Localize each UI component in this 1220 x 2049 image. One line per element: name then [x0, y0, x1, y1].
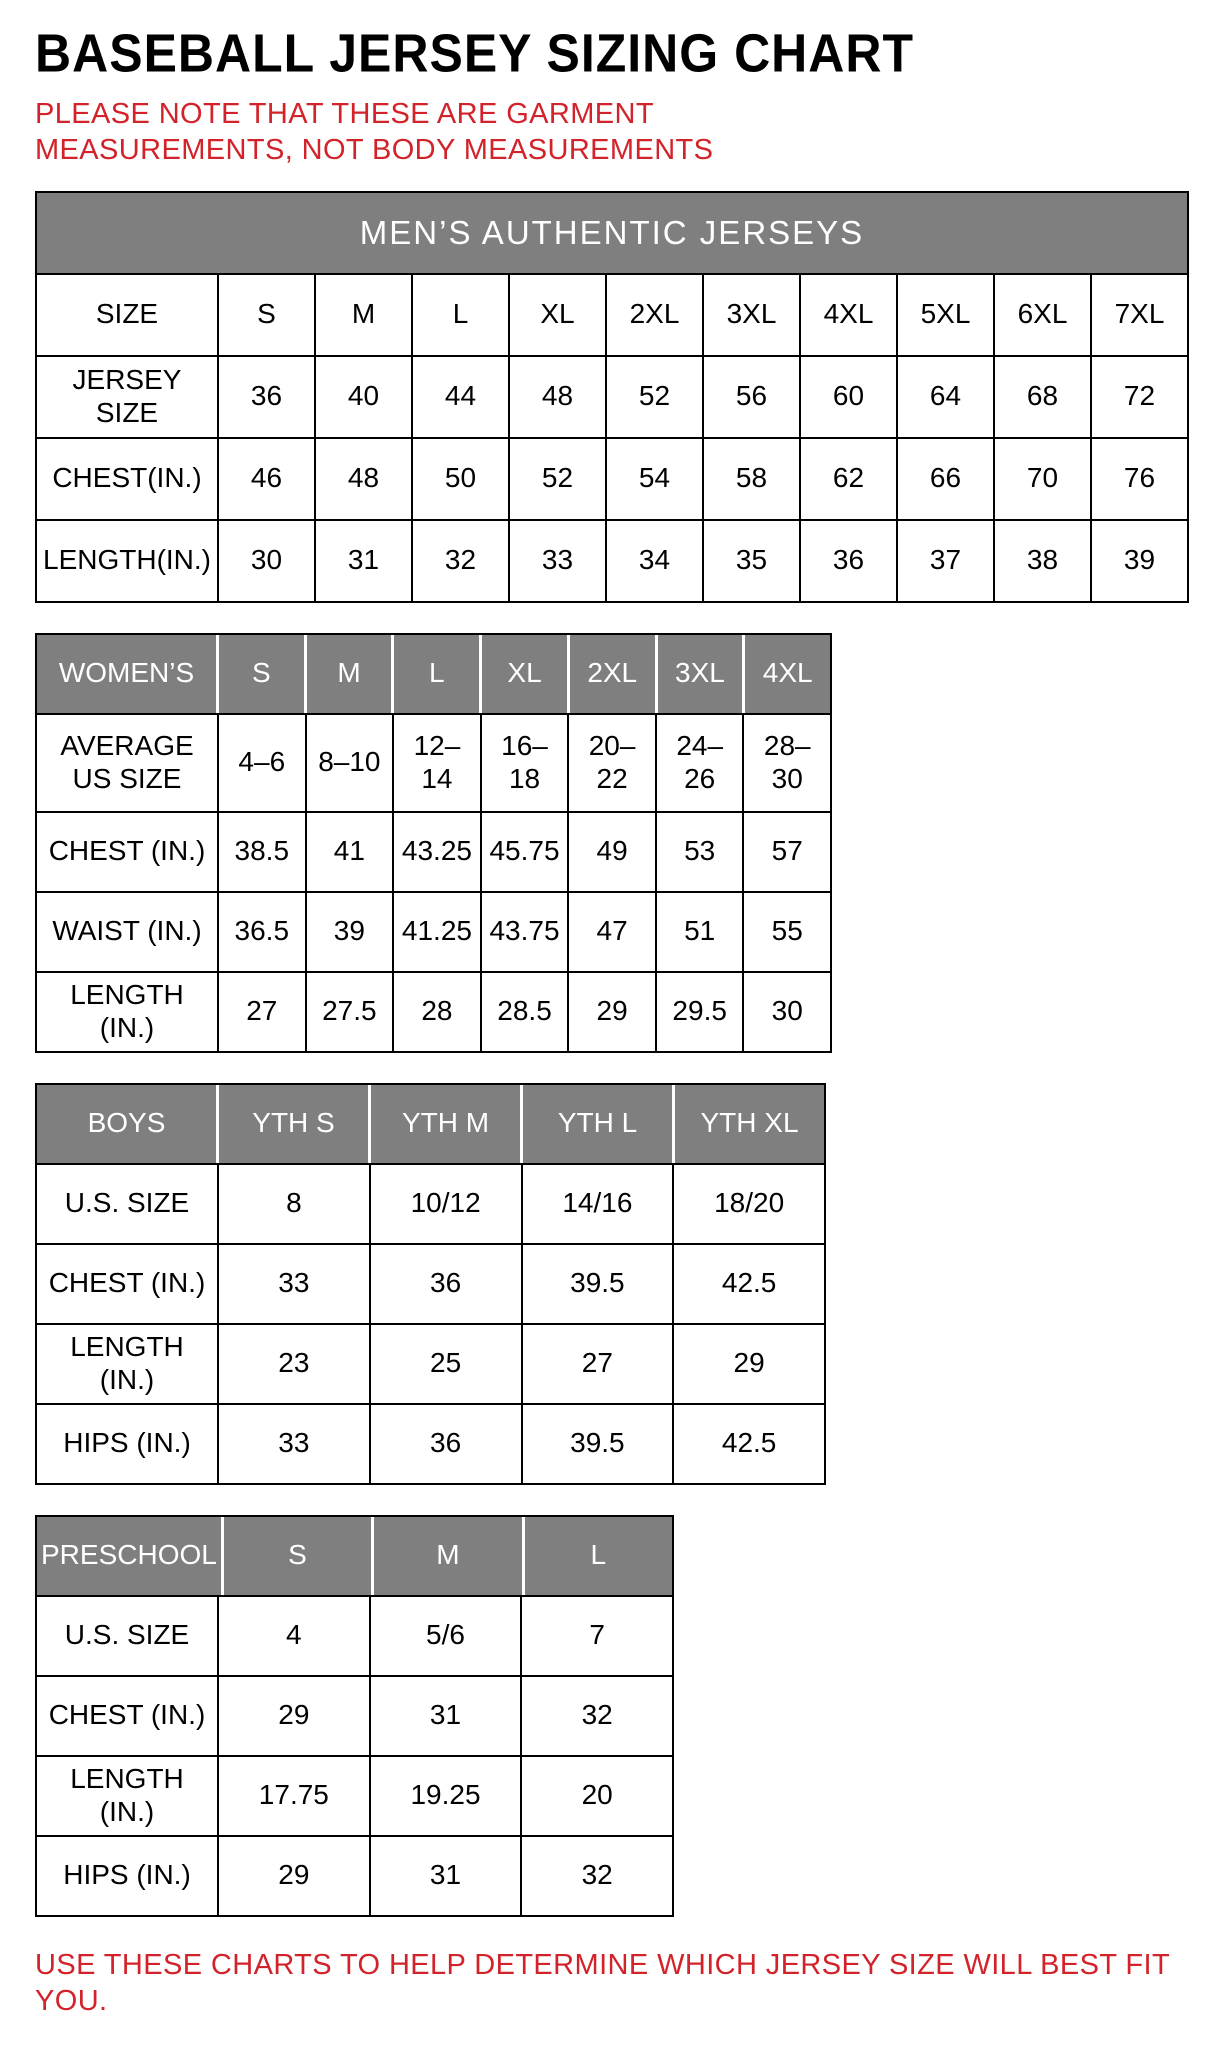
value-cell: M — [316, 275, 413, 355]
value-cell: 53 — [657, 813, 745, 891]
row-label-cell: LENGTH (IN.) — [37, 1325, 219, 1403]
value-cell: 36.5 — [219, 893, 307, 971]
value-cell: 31 — [371, 1837, 523, 1915]
value-cell: 30 — [219, 521, 316, 601]
value-cell: 18/20 — [714, 1187, 785, 1219]
value-cell: 42.5 — [721, 1427, 777, 1459]
value-cell: 34 — [607, 521, 704, 601]
column-header-cell: 4XL — [762, 657, 813, 689]
value-cell: XL — [510, 275, 607, 355]
column-header-cell: 2XL — [570, 635, 658, 713]
value-cell: 48 — [510, 357, 607, 437]
value-cell: 39 — [307, 893, 395, 971]
value-cell: 58 — [704, 439, 801, 519]
value-cell: 36 — [219, 357, 316, 437]
table-row — [37, 357, 1187, 439]
value-cell: 28–30 — [763, 730, 811, 794]
value-cell: 32 — [581, 1699, 613, 1731]
value-cell: 43.25 — [394, 813, 482, 891]
column-header-cell: XL — [482, 635, 570, 713]
row-label-cell: HIPS (IN.) — [37, 1405, 219, 1483]
mens-sizing-table — [35, 191, 1189, 603]
value-cell: 38.5 — [219, 813, 307, 891]
value-cell: 27 — [219, 973, 307, 1051]
table-row — [37, 1837, 672, 1915]
value-cell: 16–18 — [482, 715, 570, 811]
value-cell: 27.5 — [307, 973, 395, 1051]
row-label-cell: CHEST (IN.) — [37, 1245, 219, 1323]
row-label-cell: U.S. SIZE — [37, 1597, 219, 1675]
value-cell: 52 — [510, 439, 607, 519]
value-cell: 3XL — [704, 275, 801, 355]
column-header-cell: YTH L — [523, 1085, 675, 1163]
row-label-cell: LENGTH(IN.) — [37, 521, 219, 601]
value-cell: 55 — [771, 915, 803, 947]
table-row — [37, 973, 830, 1051]
column-header-cell: S — [219, 635, 307, 713]
column-header-cell: YTH XL — [700, 1107, 799, 1139]
column-header-cell: L — [590, 1539, 607, 1571]
value-cell: 43.75 — [482, 893, 570, 971]
value-cell: 38 — [995, 521, 1092, 601]
preschool-sizing-table — [35, 1515, 674, 1917]
value-cell: 49 — [569, 813, 657, 891]
value-cell: 31 — [371, 1677, 523, 1755]
column-header-cell: YTH S — [219, 1085, 371, 1163]
value-cell: 30 — [771, 995, 803, 1027]
table-row — [37, 1757, 672, 1837]
value-cell: 39.5 — [523, 1245, 675, 1323]
column-header-cell: M — [374, 1517, 524, 1595]
value-cell: 17.75 — [219, 1757, 371, 1835]
value-cell: 36 — [801, 521, 898, 601]
value-cell: 54 — [607, 439, 704, 519]
column-header-cell: S — [224, 1517, 374, 1595]
value-cell: 52 — [607, 357, 704, 437]
row-label-cell: AVERAGE US SIZE — [37, 715, 219, 811]
table-row — [37, 893, 830, 973]
value-cell: 39 — [1123, 544, 1156, 576]
value-cell: 29 — [219, 1837, 371, 1915]
value-cell: 72 — [1123, 380, 1156, 412]
value-cell: 36 — [371, 1245, 523, 1323]
value-cell: 56 — [704, 357, 801, 437]
value-cell: 20 — [581, 1779, 613, 1811]
row-label-cell: JERSEY SIZE — [37, 357, 219, 437]
value-cell: 33 — [219, 1245, 371, 1323]
value-cell: 51 — [657, 893, 745, 971]
value-cell: 24–26 — [657, 715, 745, 811]
column-header-cell: YTH M — [371, 1085, 523, 1163]
value-cell: 7XL — [1114, 298, 1165, 330]
value-cell: S — [219, 275, 316, 355]
value-cell: 29 — [733, 1347, 765, 1379]
value-cell: 68 — [995, 357, 1092, 437]
value-cell: 25 — [371, 1325, 523, 1403]
value-cell: 4–6 — [219, 715, 307, 811]
value-cell: 62 — [801, 439, 898, 519]
header-row — [37, 635, 830, 715]
row-label-cell: SIZE — [37, 275, 219, 355]
value-cell: 10/12 — [371, 1165, 523, 1243]
value-cell: 41 — [307, 813, 395, 891]
row-label-cell: LENGTH (IN.) — [37, 1757, 219, 1835]
row-label-cell: CHEST(IN.) — [37, 439, 219, 519]
value-cell: 6XL — [995, 275, 1092, 355]
header-row — [37, 1085, 824, 1165]
value-cell: 5XL — [898, 275, 995, 355]
value-cell: 27 — [523, 1325, 675, 1403]
value-cell: 7 — [589, 1619, 605, 1651]
value-cell: 37 — [898, 521, 995, 601]
row-label-cell: HIPS (IN.) — [37, 1837, 219, 1915]
value-cell: 66 — [898, 439, 995, 519]
value-cell: 28 — [394, 973, 482, 1051]
value-cell: 33 — [510, 521, 607, 601]
value-cell: 47 — [569, 893, 657, 971]
value-cell: 23 — [219, 1325, 371, 1403]
value-cell: 64 — [898, 357, 995, 437]
column-header-cell: WOMEN’S — [37, 635, 219, 713]
value-cell: 29 — [219, 1677, 371, 1755]
row-label-cell: CHEST (IN.) — [37, 1677, 219, 1755]
value-cell: 36 — [371, 1405, 523, 1483]
value-cell: 32 — [581, 1859, 613, 1891]
value-cell: 31 — [316, 521, 413, 601]
value-cell: 48 — [316, 439, 413, 519]
table-row — [37, 1165, 824, 1245]
table-row — [37, 1325, 824, 1405]
value-cell: 2XL — [607, 275, 704, 355]
value-cell: 44 — [413, 357, 510, 437]
value-cell: 46 — [219, 439, 316, 519]
column-header-cell: PRESCHOOL — [37, 1517, 224, 1595]
value-cell: 20–22 — [569, 715, 657, 811]
value-cell: 19.25 — [371, 1757, 523, 1835]
column-header-cell: L — [394, 635, 482, 713]
column-header-cell: 3XL — [658, 635, 746, 713]
value-cell: 8–10 — [307, 715, 395, 811]
column-header-cell: BOYS — [37, 1085, 219, 1163]
table-banner: MEN’S AUTHENTIC JERSEYS — [37, 193, 1187, 275]
value-cell: 50 — [413, 439, 510, 519]
value-cell: 35 — [704, 521, 801, 601]
value-cell: 57 — [771, 835, 803, 867]
column-header-cell: M — [307, 635, 395, 713]
table-row — [37, 439, 1187, 521]
value-cell: 76 — [1123, 462, 1156, 494]
row-label-cell: U.S. SIZE — [37, 1165, 219, 1243]
page-title: BASEBALL JERSEY SIZING CHART — [35, 22, 915, 84]
row-label-cell: WAIST (IN.) — [37, 893, 219, 971]
row-label-cell: CHEST (IN.) — [37, 813, 219, 891]
header-row — [37, 1517, 672, 1597]
value-cell: 33 — [219, 1405, 371, 1483]
value-cell: 40 — [316, 357, 413, 437]
value-cell: 70 — [995, 439, 1092, 519]
table-row — [37, 521, 1187, 601]
value-cell: 60 — [801, 357, 898, 437]
value-cell: 45.75 — [482, 813, 570, 891]
table-row — [37, 1405, 824, 1483]
value-cell: 32 — [413, 521, 510, 601]
table-row — [37, 715, 830, 813]
value-cell: 29.5 — [657, 973, 745, 1051]
value-cell: 5/6 — [371, 1597, 523, 1675]
value-cell: L — [413, 275, 510, 355]
value-cell: 29 — [569, 973, 657, 1051]
value-cell: 4XL — [801, 275, 898, 355]
table-row — [37, 1597, 672, 1677]
value-cell: 42.5 — [721, 1267, 777, 1299]
value-cell: 8 — [219, 1165, 371, 1243]
value-cell: 41.25 — [394, 893, 482, 971]
garment-measurements-note: PLEASE NOTE THAT THESE ARE GARMENT MEASUREMENTS, NOT BODY MEASUREMENTS — [35, 98, 714, 167]
value-cell: 4 — [219, 1597, 371, 1675]
value-cell: 12–14 — [394, 715, 482, 811]
fit-advice-note: USE THESE CHARTS TO HELP DETERMINE WHICH JERSEY SIZE WILL BEST FIT YOU. — [35, 1948, 1170, 2017]
womens-sizing-table — [35, 633, 832, 1053]
boys-sizing-table — [35, 1083, 826, 1485]
value-cell: 14/16 — [523, 1165, 675, 1243]
table-row — [37, 275, 1187, 357]
value-cell: 39.5 — [523, 1405, 675, 1483]
table-row — [37, 813, 830, 893]
table-row — [37, 1245, 824, 1325]
value-cell: 28.5 — [482, 973, 570, 1051]
table-row — [37, 1677, 672, 1757]
row-label-cell: LENGTH (IN.) — [37, 973, 219, 1051]
